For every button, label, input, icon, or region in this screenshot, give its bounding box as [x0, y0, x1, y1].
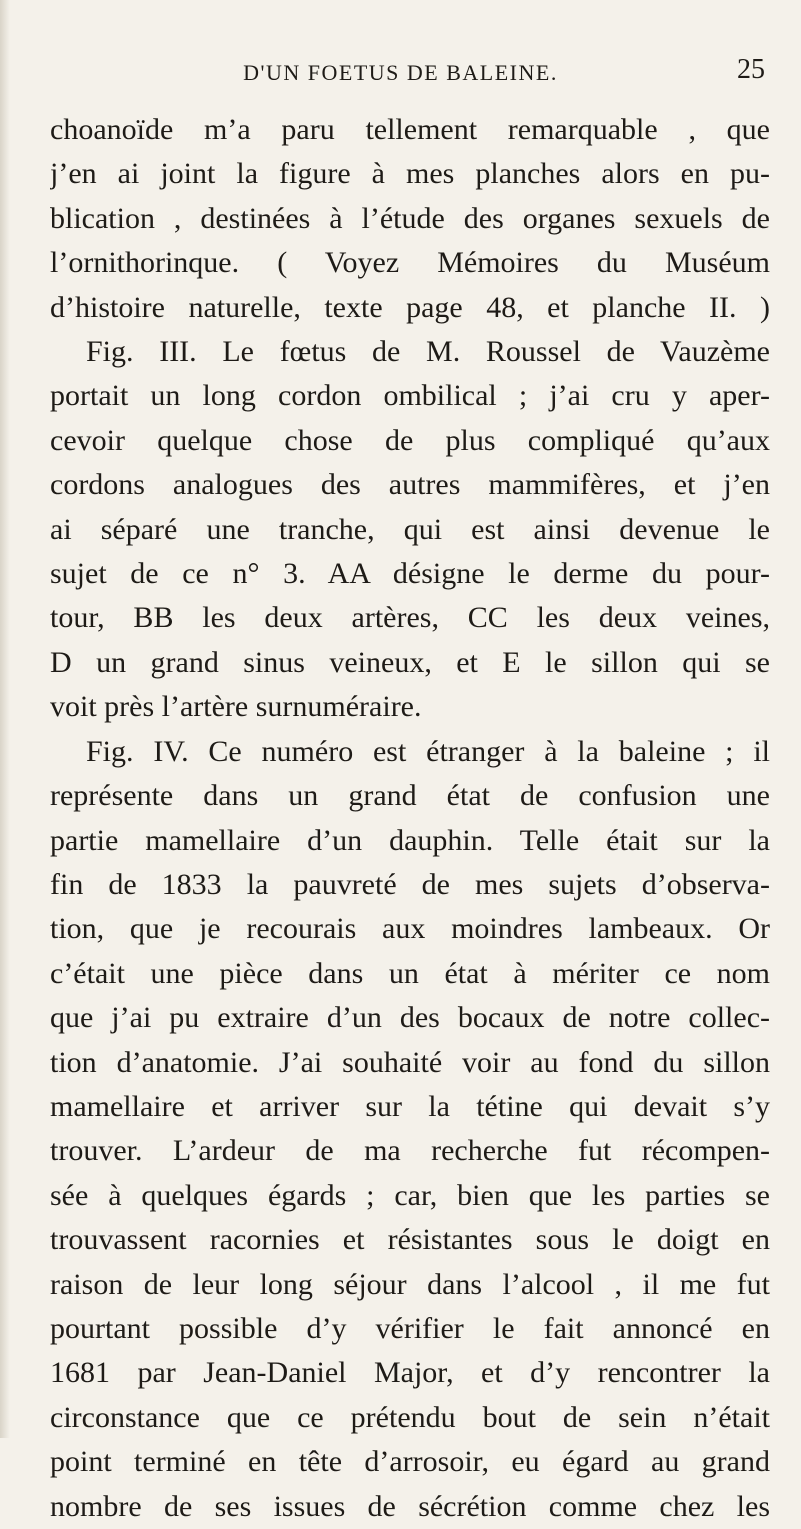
text-line: point terminé en tête d’arrosoir, eu égard au grand — [50, 1445, 770, 1479]
text-line: trouver. L’ardeur de ma recherche fut récompen- — [50, 1134, 770, 1168]
text-line: tion, que je recourais aux moindres lambeaux. Or — [50, 912, 770, 946]
text-line: que j’ai pu extraire d’un des bocaux de notre collec- — [50, 1001, 770, 1035]
text-line-fig-3: Fig. III. Le fœtus de M. Roussel de Vauzème — [86, 335, 770, 369]
text-line: sée à quelques égards ; car, bien que les parties se — [50, 1178, 770, 1212]
text-line: trouvassent racornies et résistantes sous le doigt en — [50, 1223, 770, 1257]
text-line: pourtant possible d’y vérifier le fait annoncé en — [50, 1311, 770, 1345]
page-number: 25 — [737, 54, 765, 85]
running-title: D'UN FOETUS DE BALEINE. — [243, 60, 558, 85]
text-line: voit près l’artère surnuméraire. — [50, 690, 422, 724]
text-line: fin de 1833 la pauvreté de mes sujets d’observa- — [50, 867, 770, 901]
text-line: représente dans un grand état de confusion une — [50, 779, 770, 813]
text-line: sujet de ce n° 3. AA désigne le derme du pour- — [50, 557, 770, 591]
text-line: tour, BB les deux artères, CC les deux veines, — [50, 601, 770, 635]
text-line: nombre de ses issues de sécrétion comme chez les — [50, 1489, 770, 1523]
text-line: partie mamellaire d’un dauphin. Telle était sur la — [50, 823, 770, 857]
text-line: D un grand sinus veineux, et E le sillon qui se — [50, 645, 770, 679]
text-line: mamellaire et arriver sur la tétine qui devait s’y — [50, 1089, 770, 1123]
text-line: cevoir quelque chose de plus compliqué qu’aux — [50, 423, 770, 457]
text-line: d’histoire naturelle, texte page 48, et planche II. ) — [50, 290, 770, 324]
text-line: 1681 par Jean-Daniel Major, et d’y rencontrer la — [50, 1356, 770, 1390]
text-line: j’en ai joint la figure à mes planches alors en pu- — [50, 157, 770, 191]
text-line: raison de leur long séjour dans l’alcool , il me fut — [50, 1267, 770, 1301]
text-line: l’ornithorinque. ( Voyez Mémoires du Muséum — [50, 246, 770, 280]
page-header — [0, 54, 801, 100]
text-line: choanoïde m’a paru tellement remarquable , que — [50, 113, 770, 146]
text-line: cordons analogues des autres mammifères, et j’en — [50, 468, 770, 502]
page-edge-shadow — [0, 0, 10, 1438]
text-line: blication , destinées à l’étude des organes sexuels de — [50, 201, 770, 235]
body-text — [50, 108, 770, 1529]
text-line-fig-4: Fig. IV. Ce numéro est étranger à la baleine ; il — [86, 734, 770, 768]
text-line: portait un long cordon ombilical ; j’ai cru y aper- — [50, 379, 770, 413]
text-line: ai séparé une tranche, qui est ainsi devenue le — [50, 512, 770, 546]
text-line: tion d’anatomie. J’ai souhaité voir au fond du sillon — [50, 1045, 770, 1079]
text-line: circonstance que ce prétendu bout de sein n’était — [50, 1400, 770, 1434]
text-line: c’était une pièce dans un état à mériter ce nom — [50, 956, 770, 990]
